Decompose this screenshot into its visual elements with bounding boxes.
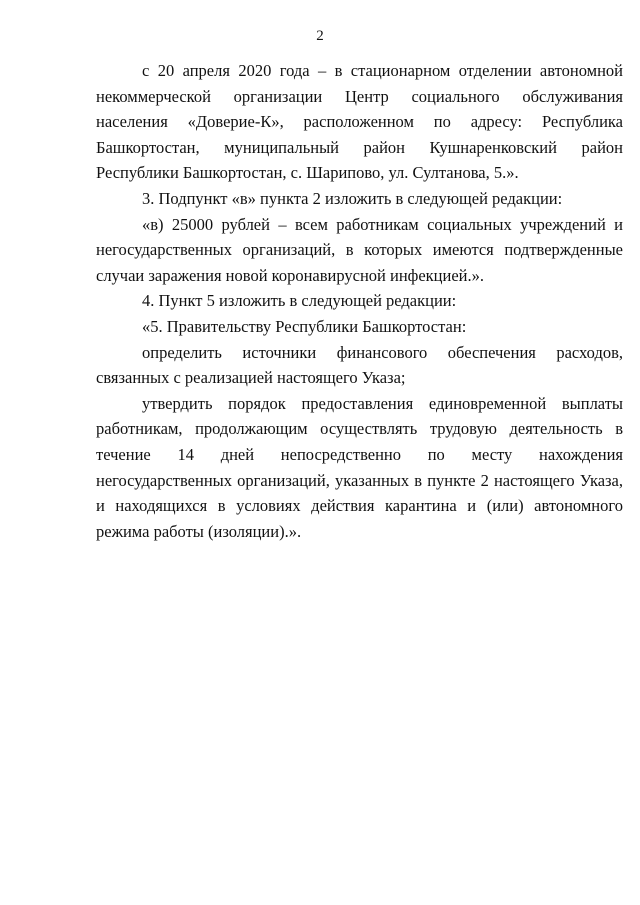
paragraph-item-5: «5. Правительству Республики Башкортостан: — [142, 316, 467, 336]
page-number: 2 — [316, 28, 324, 44]
paragraph-item-3: 3. Подпункт «в» пункта 2 изложить в следующей редакции: — [142, 188, 563, 208]
paragraph-item-4: 4. Пункт 5 изложить в следующей редакции: — [142, 291, 457, 311]
document-body — [96, 58, 623, 544]
paragraph-approve-procedure: утвердить порядок предоставления единовременной выплаты работникам, продолжающим осуществлять трудовую деятельность в течение 14 дней непосредственно по месту нахождения негосударственных организаций, указанных в пункте 2 настоящего Указа, и находящихся в условиях действия карантина и (или) автономного режима работы (изоляции).». — [96, 393, 623, 541]
paragraph-address: с 20 апреля 2020 года – в стационарном отделении автономной некоммерческой организации Центр социального обслуживания населения «Доверие-К», расположенном по адресу: Республика Башкортостан, муниципальный район Кушнаренковский район Республики Башкортостан, с. Шарипово, ул. Султанова, 5.». — [96, 61, 623, 183]
paragraph-determine-sources: определить источники финансового обеспечения расходов, связанных с реализацией настоящего Указа; — [96, 342, 623, 388]
paragraph-subitem-v: «в) 25000 рублей – всем работникам социальных учреждений и негосударственных организаций, в которых имеются подтвержденные случаи заражения новой коронавирусной инфекцией.». — [96, 214, 623, 285]
